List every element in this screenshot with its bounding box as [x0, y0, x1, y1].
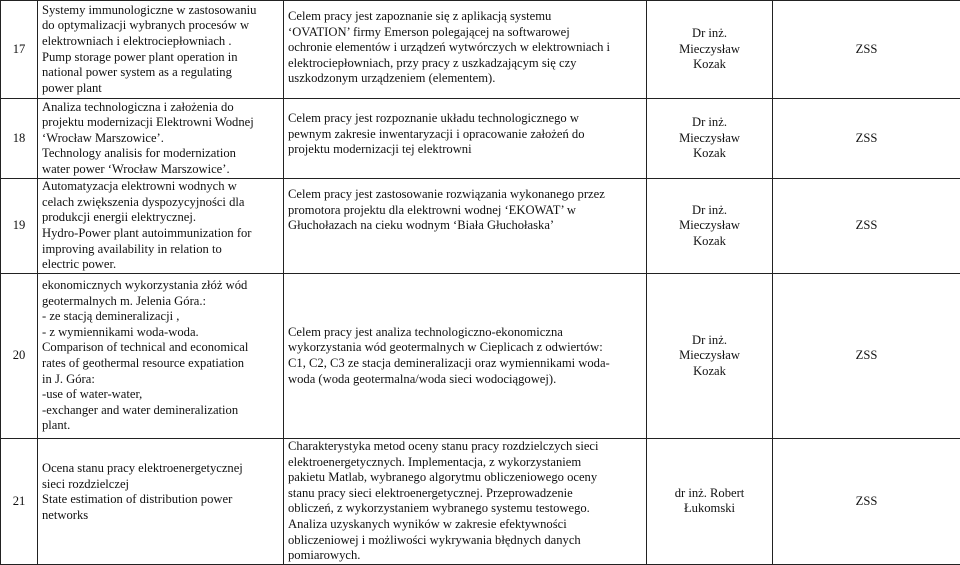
description-line: Celem pracy jest zastosowanie rozwiązania wykonanego przez [288, 187, 642, 203]
supervisor-cell [647, 1, 773, 99]
topic-line: produkcji energii elektrycznej. [42, 210, 279, 226]
topic-line: improving availability in relation to [42, 242, 279, 258]
table-row [1, 274, 960, 439]
row-number-text: 19 [13, 218, 26, 232]
study-type-text: ZSS [856, 131, 878, 145]
row-number-text: 21 [13, 494, 26, 508]
description-line: Analiza uzyskanych wyników w zakresie efektywności [288, 517, 642, 533]
row-number [1, 1, 38, 99]
row-number [1, 179, 38, 274]
supervisor-line: Mieczysław [651, 348, 768, 364]
supervisor-line: Kozak [651, 234, 768, 250]
topic-line: Comparison of technical and economical [42, 340, 279, 356]
topic-line: power plant [42, 81, 279, 97]
topic-line: networks [42, 508, 279, 524]
topic-cell [38, 1, 284, 99]
row-number [1, 99, 38, 179]
supervisor-line: Mieczysław [651, 42, 768, 58]
topic-line: - ze stacją demineralizacji , [42, 309, 279, 325]
description-line: stanu pracy sieci elektroenergetycznej. Przeprowadzenie [288, 486, 642, 502]
supervisor-line: Kozak [651, 57, 768, 73]
description-line: uszkodzonym urządzeniem (elementem). [288, 71, 642, 87]
description-line: Celem pracy jest rozpoznanie układu technologicznego w [288, 111, 642, 127]
description-line: ‘OVATION’ firmy Emerson polegającej na softwarowej [288, 25, 642, 41]
description-line: obliczeniowej i możliwości wykrywania błędnych danych [288, 533, 642, 549]
description-line: wykorzystania wód geotermalnych w Cieplicach z odwiertów: [288, 340, 642, 356]
row-number [1, 274, 38, 439]
supervisor-line: Dr inż. [651, 203, 768, 219]
study-type-text: ZSS [856, 348, 878, 362]
table-row [1, 1, 960, 99]
description-line: pomiarowych. [288, 548, 642, 564]
topic-line: geotermalnych m. Jelenia Góra.: [42, 294, 279, 310]
study-type-text: ZSS [856, 218, 878, 232]
description-line: elektrociepłowniach, przy pracy z uszkadzającym się czy [288, 56, 642, 72]
topic-line: celach zwiększenia dyspozycyjności dla [42, 195, 279, 211]
description-line: pakietu Matlab, wybranego algorytmu obliczeniowego oceny [288, 470, 642, 486]
topic-line: in J. Góra: [42, 372, 279, 388]
supervisor-cell [647, 99, 773, 179]
supervisor-cell [647, 274, 773, 439]
topic-line: ekonomicznych wykorzystania złóż wód [42, 278, 279, 294]
description-line: Celem pracy jest analiza technologiczno-ekonomiczna [288, 325, 642, 341]
description-cell [284, 179, 647, 274]
description-line: Głuchołazach na cieku wodnym ‘Biała Głuchołaska’ [288, 218, 642, 234]
topic-line: rates of geothermal resource expatiation [42, 356, 279, 372]
topic-line: sieci rozdzielczej [42, 477, 279, 493]
topic-line: water power ‘Wrocław Marszowice’. [42, 162, 279, 178]
topic-line: Ocena stanu pracy elektroenergetycznej [42, 461, 279, 477]
table-body [1, 1, 960, 565]
description-line: obliczeń, z wykorzystaniem wybranego systemu testowego. [288, 501, 642, 517]
supervisor-line: Dr inż. [651, 333, 768, 349]
row-number [1, 439, 38, 565]
topic-line: projektu modernizacji Elektrowni Wodnej [42, 115, 279, 131]
topic-line: elektrowniach i elektrociepłowniach . [42, 34, 279, 50]
description-cell [284, 439, 647, 565]
study-type-text: ZSS [856, 42, 878, 56]
topic-cell [38, 439, 284, 565]
description-line: C1, C2, C3 ze stacja demineralizacji oraz wymiennikami woda- [288, 356, 642, 372]
topic-line: ‘Wrocław Marszowice’. [42, 131, 279, 147]
description-line: ochronie elementów i urządzeń wytwórczych w elektrowniach i [288, 40, 642, 56]
topic-line: do optymalizacji wybranych procesów w [42, 18, 279, 34]
supervisor-line: Mieczysław [651, 218, 768, 234]
supervisor-cell [647, 179, 773, 274]
supervisor-line: dr inż. Robert [651, 486, 768, 502]
topic-line: Automatyzacja elektrowni wodnych w [42, 179, 279, 195]
study-type-cell [773, 99, 960, 179]
description-line: Charakterystyka metod oceny stanu pracy rozdzielczych sieci [288, 439, 642, 455]
topic-line: Analiza technologiczna i założenia do [42, 100, 279, 116]
topic-cell [38, 274, 284, 439]
description-line: pewnym zakresie inwentaryzacji i opracowanie założeń do [288, 127, 642, 143]
row-number-text: 18 [13, 131, 26, 145]
supervisor-line: Mieczysław [651, 131, 768, 147]
description-line: Celem pracy jest zapoznanie się z aplikacją systemu [288, 9, 642, 25]
description-line: promotora projektu dla elektrowni wodnej ‘EKOWAT’ w [288, 203, 642, 219]
row-number-text: 17 [13, 42, 26, 56]
study-type-text: ZSS [856, 494, 878, 508]
table-row [1, 99, 960, 179]
topic-line: Pump storage power plant operation in [42, 50, 279, 66]
description-line: elektroenergetycznych. Implementacja, z wykorzystaniem [288, 455, 642, 471]
topic-line: -use of water-water, [42, 387, 279, 403]
study-type-cell [773, 179, 960, 274]
topic-line: electric power. [42, 257, 279, 273]
description-line: woda (woda geotermalna/woda sieci wodociągowej). [288, 372, 642, 388]
topic-cell [38, 99, 284, 179]
description-cell [284, 99, 647, 179]
topic-line: -exchanger and water demineralization [42, 403, 279, 419]
supervisor-cell [647, 439, 773, 565]
study-type-cell [773, 274, 960, 439]
topic-line: national power system as a regulating [42, 65, 279, 81]
topic-line: plant. [42, 418, 279, 434]
description-line: projektu modernizacji tej elektrowni [288, 142, 642, 158]
topic-line: State estimation of distribution power [42, 492, 279, 508]
supervisor-line: Dr inż. [651, 26, 768, 42]
study-type-cell [773, 439, 960, 565]
table-row [1, 179, 960, 274]
topic-line: Technology analisis for modernization [42, 146, 279, 162]
supervisor-line: Kozak [651, 146, 768, 162]
table-row [1, 439, 960, 565]
topic-line: - z wymiennikami woda-woda. [42, 325, 279, 341]
row-number-text: 20 [13, 348, 26, 362]
supervisor-line: Łukomski [651, 501, 768, 517]
topic-line: Hydro-Power plant autoimmunization for [42, 226, 279, 242]
topic-cell [38, 179, 284, 274]
topic-line: Systemy immunologiczne w zastosowaniu [42, 3, 279, 19]
study-type-cell [773, 1, 960, 99]
supervisor-line: Dr inż. [651, 115, 768, 131]
supervisor-line: Kozak [651, 364, 768, 380]
description-cell [284, 274, 647, 439]
description-cell [284, 1, 647, 99]
